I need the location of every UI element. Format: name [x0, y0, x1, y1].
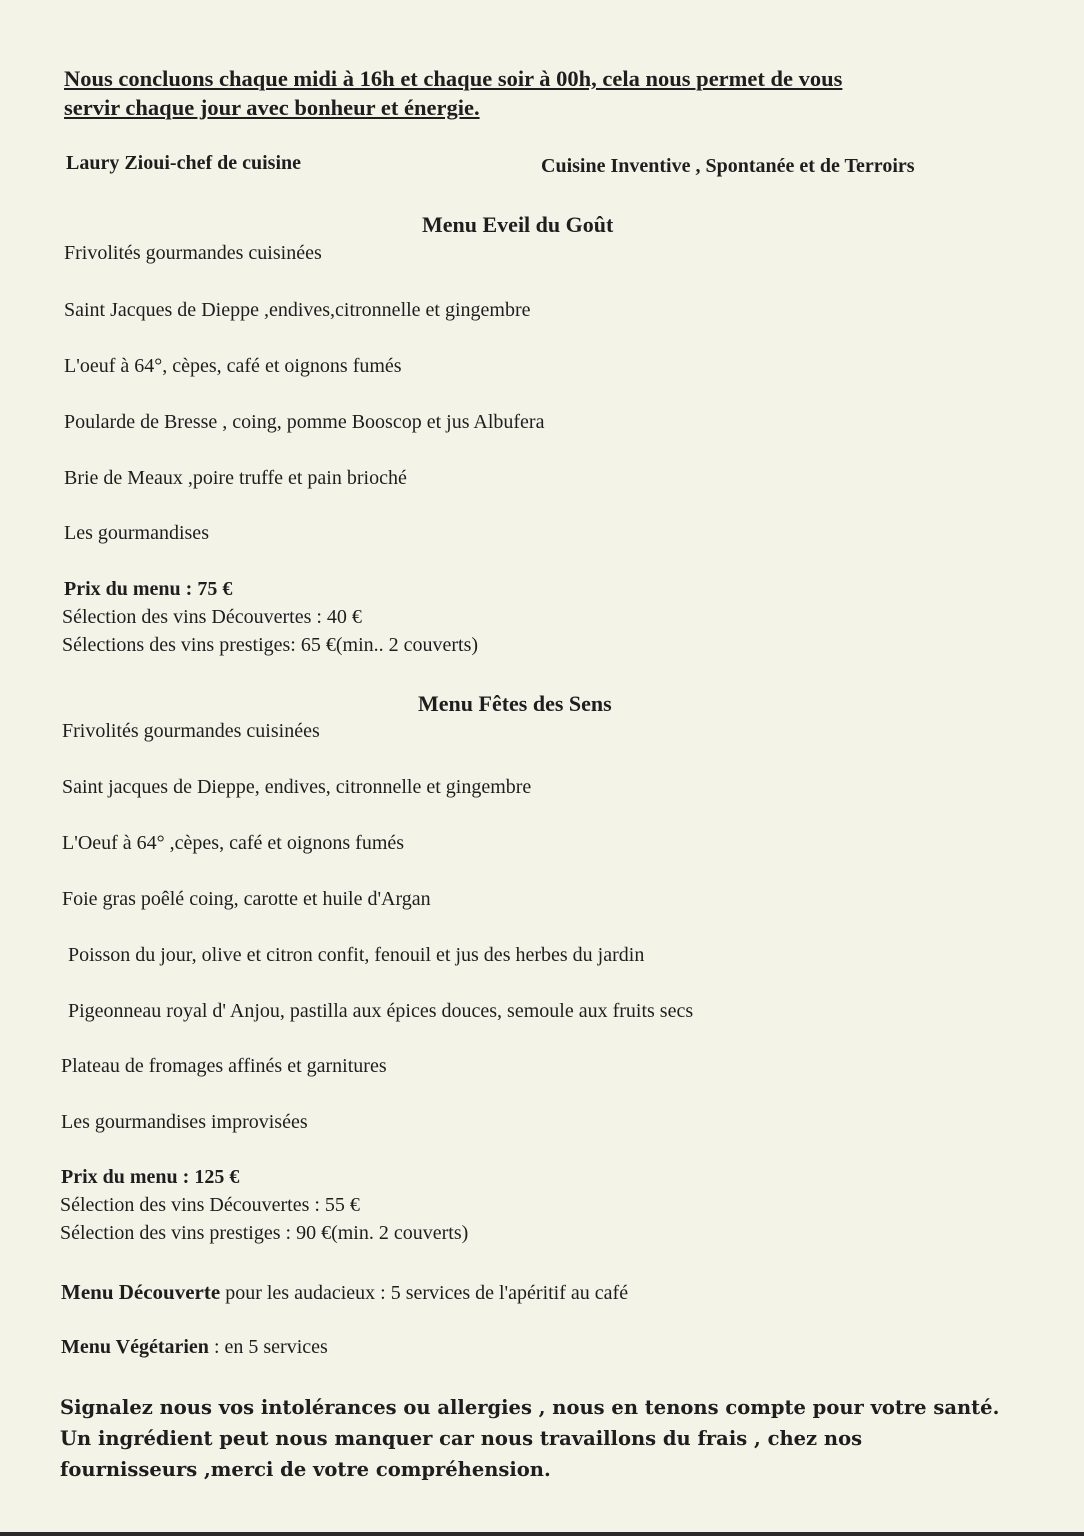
menu2-dish: Pigeonneau royal d' Anjou, pastilla aux épices douces, semoule aux fruits secs: [68, 1000, 694, 1022]
allergy-line-2: Un ingrédient peut nous manquer car nous travaillons du frais , chez nos: [60, 1427, 863, 1450]
menu2-wine-prestiges: Sélection des vins prestiges : 90 €(min. 2 couverts): [60, 1222, 469, 1244]
menu2-dish: L'Oeuf à 64° ,cèpes, café et oignons fumés: [62, 832, 405, 854]
allergy-line-1: Signalez nous vos intolérances ou allergies , nous en tenons compte pour votre santé.: [60, 1396, 1000, 1419]
menu1-dish: Frivolités gourmandes cuisinées: [64, 242, 322, 264]
menu-decouverte-name: Menu Découverte: [61, 1280, 221, 1304]
allergy-line-3: fournisseurs ,merci de votre compréhension.: [60, 1458, 551, 1481]
menu2-dish: Plateau de fromages affinés et garnitures: [61, 1055, 387, 1077]
notice-line-2: servir chaque jour avec bonheur et énergie.: [64, 95, 480, 120]
menu1-title: Menu Eveil du Goût: [422, 212, 614, 237]
chef-name: Laury Zioui-chef de cuisine: [66, 152, 302, 174]
menu1-dish: Saint Jacques de Dieppe ,endives,citronnelle et gingembre: [64, 299, 531, 321]
menu1-price: Prix du menu : 75 €: [64, 578, 233, 600]
menu-vegetarien: [61, 1336, 328, 1359]
menu1-dish: Poularde de Bresse , coing, pomme Booscop et jus Albufera: [64, 411, 545, 433]
menu-vegetarien-desc: : en 5 services: [208, 1336, 328, 1358]
menu2-dish: Frivolités gourmandes cuisinées: [62, 720, 320, 742]
notice-line-1: Nous concluons chaque midi à 16h et chaque soir à 00h, cela nous permet de vous: [64, 66, 843, 91]
menu2-title: Menu Fêtes des Sens: [418, 691, 612, 716]
menu2-dish: Les gourmandises improvisées: [61, 1111, 308, 1133]
menu-vegetarien-name: Menu Végétarien: [61, 1336, 209, 1358]
cuisine-style: Cuisine Inventive , Spontanée et de Terroirs: [541, 155, 915, 177]
closing-hours-notice: [64, 64, 842, 122]
menu1-dish: L'oeuf à 64°, cèpes, café et oignons fumés: [64, 355, 402, 377]
bottom-edge: [0, 1532, 1084, 1536]
menu-decouverte: [61, 1280, 628, 1305]
menu1-wine-prestiges: Sélections des vins prestiges: 65 €(min.. 2 couverts): [62, 634, 479, 656]
menu2-wine-decouvertes: Sélection des vins Découvertes : 55 €: [60, 1194, 360, 1216]
menu2-dish: Saint jacques de Dieppe, endives, citronnelle et gingembre: [62, 776, 532, 798]
menu1-wine-decouvertes: Sélection des vins Découvertes : 40 €: [62, 606, 362, 628]
allergy-notice: [60, 1392, 999, 1485]
menu2-price: Prix du menu : 125 €: [61, 1166, 240, 1188]
menu2-dish: Poisson du jour, olive et citron confit, fenouil et jus des herbes du jardin: [68, 944, 645, 966]
menu2-dish: Foie gras poêlé coing, carotte et huile d'Argan: [62, 888, 431, 910]
menu1-dish: Les gourmandises: [64, 522, 209, 544]
menu-decouverte-desc: pour les audacieux : 5 services de l'apéritif au café: [220, 1282, 629, 1304]
menu1-dish: Brie de Meaux ,poire truffe et pain brioché: [64, 467, 407, 489]
